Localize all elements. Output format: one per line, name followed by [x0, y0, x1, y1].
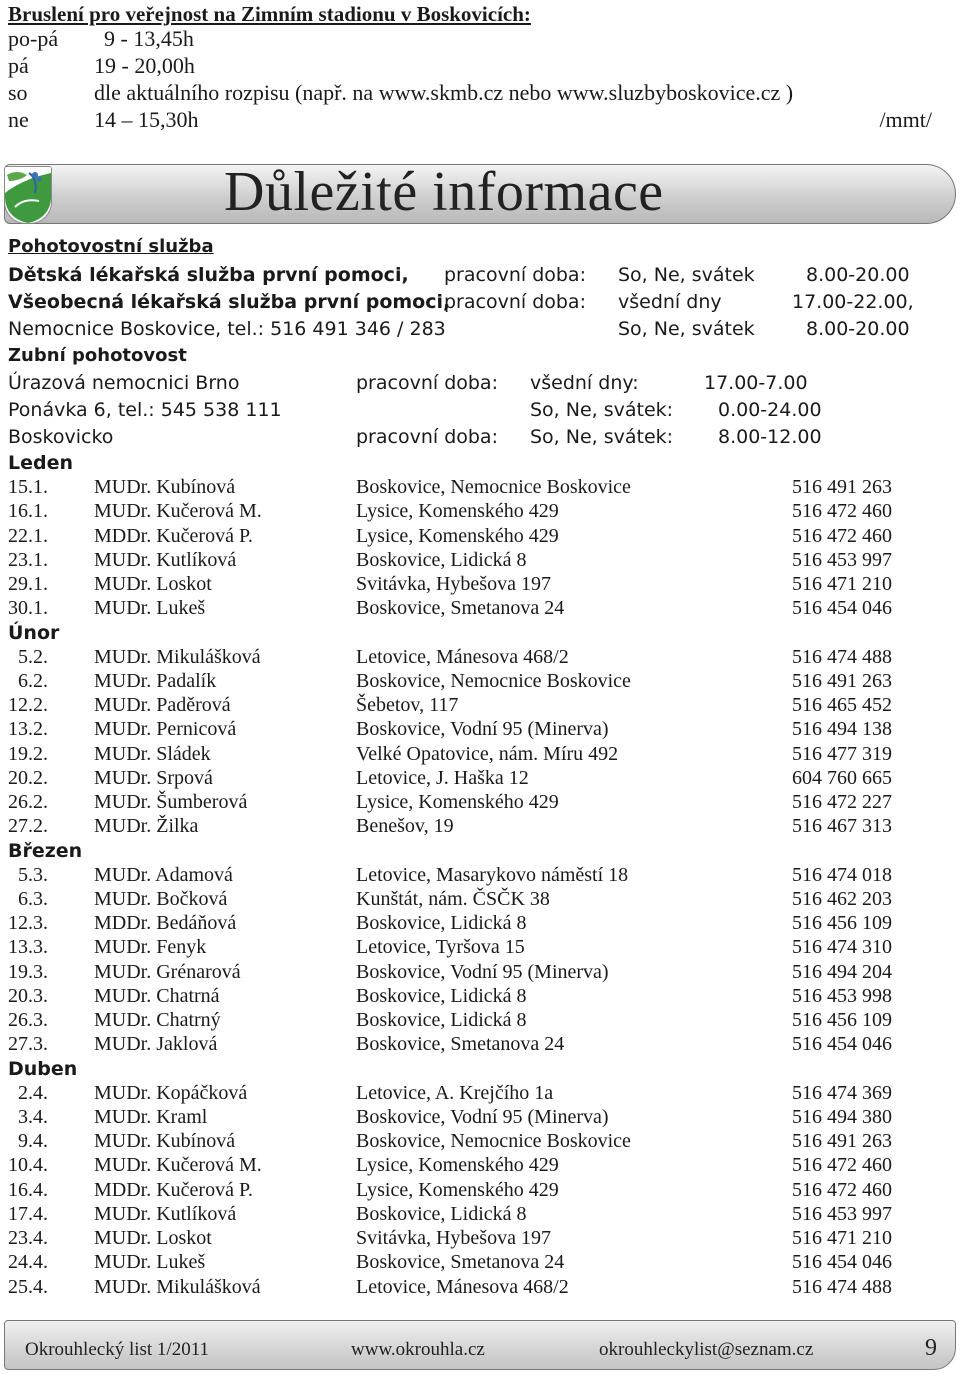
duty-date: 27.2.: [8, 815, 48, 837]
table-row: [8, 815, 908, 839]
doctor-name: MUDr. Loskot: [94, 1227, 212, 1249]
phone-number: 604 760 665: [792, 767, 892, 789]
table-row: [8, 936, 908, 960]
doctor-name: MUDr. Srpová: [94, 767, 213, 789]
emergency-hours: 8.00-20.00: [806, 318, 910, 340]
office-address: Boskovice, Vodní 95 (Minerva): [356, 718, 609, 740]
emergency-hours-label: pracovní doba:: [444, 291, 586, 313]
skating-time: dle aktuálního rozpisu (např. na www.skmb.cz nebo www.sluzbyboskovice.cz ): [94, 80, 794, 105]
dental-hours: 17.00-7.00: [704, 372, 808, 394]
phone-number: 516 477 319: [792, 743, 892, 765]
emergency-days: So, Ne, svátek: [618, 264, 755, 286]
skating-time: 19 - 20,00h: [94, 53, 195, 78]
skating-row: [8, 80, 932, 108]
doctor-name: MDDr. Kučerová P.: [94, 1179, 253, 1201]
table-row: [8, 767, 908, 791]
phone-number: 516 454 046: [792, 1033, 892, 1055]
doctor-name: MUDr. Kučerová M.: [94, 500, 262, 522]
skating-row: [8, 107, 932, 135]
phone-number: 516 474 369: [792, 1082, 892, 1104]
office-address: Lysice, Komenského 429: [356, 791, 559, 813]
table-row: [8, 694, 908, 718]
dental-days: všední dny:: [530, 372, 639, 394]
dental-name: Ponávka 6, tel.: 545 538 111: [8, 399, 282, 421]
doctor-name: MUDr. Paděrová: [94, 694, 231, 716]
phone-number: 516 453 998: [792, 985, 892, 1007]
phone-number: 516 491 263: [792, 1130, 892, 1152]
duty-date: 24.4.: [8, 1251, 48, 1273]
table-row: [8, 912, 908, 936]
office-address: Boskovice, Smetanova 24: [356, 1033, 565, 1055]
doctor-name: MUDr. Kubínová: [94, 476, 236, 498]
phone-number: 516 491 263: [792, 476, 892, 498]
skating-day: so: [8, 80, 28, 105]
month-heading: Leden: [8, 452, 74, 474]
table-row: [8, 1009, 908, 1033]
section-title: Důležité informace: [224, 161, 664, 223]
duty-date: 3.4.: [18, 1106, 48, 1128]
phone-number: 516 494 380: [792, 1106, 892, 1128]
duty-date: 2.4.: [18, 1082, 48, 1104]
duty-date: 19.3.: [8, 961, 48, 983]
phone-number: 516 453 997: [792, 1203, 892, 1225]
doctor-name: MUDr. Sládek: [94, 743, 211, 765]
phone-number: 516 494 204: [792, 961, 892, 983]
phone-number: 516 474 488: [792, 646, 892, 668]
office-address: Letovice, Masarykovo náměstí 18: [356, 864, 629, 886]
duty-date: 23.4.: [8, 1227, 48, 1249]
doctor-name: MUDr. Kutlíková: [94, 1203, 237, 1225]
duty-date: 16.4.: [8, 1179, 48, 1201]
table-row: [8, 597, 908, 621]
office-address: Boskovice, Lidická 8: [356, 985, 527, 1007]
doctor-name: MUDr. Jaklová: [94, 1033, 218, 1055]
table-row: [8, 573, 908, 597]
doctor-name: MUDr. Padalík: [94, 670, 217, 692]
phone-number: 516 456 109: [792, 1009, 892, 1031]
duty-date: 12.2.: [8, 694, 48, 716]
table-row: [8, 646, 908, 670]
office-address: Boskovice, Lidická 8: [356, 912, 527, 934]
dental-hours: 0.00-24.00: [718, 399, 822, 421]
table-row: [8, 476, 908, 500]
office-address: Lysice, Komenského 429: [356, 1154, 559, 1176]
office-address: Boskovice, Lidická 8: [356, 1009, 527, 1031]
duty-date: 15.1.: [8, 476, 48, 498]
office-address: Boskovice, Vodní 95 (Minerva): [356, 1106, 609, 1128]
doctor-name: MUDr. Lukeš: [94, 597, 206, 619]
doctor-name: MUDr. Kučerová M.: [94, 1154, 262, 1176]
doctor-name: MUDr. Grénarová: [94, 961, 241, 983]
table-row: [8, 549, 908, 573]
duty-date: 19.2.: [8, 743, 48, 765]
table-row: [8, 1251, 908, 1275]
dental-hours-label: pracovní doba:: [356, 426, 498, 448]
duty-date: 25.4.: [8, 1276, 48, 1298]
skating-row: [8, 26, 932, 54]
table-row: [8, 718, 908, 742]
doctor-name: MDDr. Kučerová P.: [94, 525, 253, 547]
dental-days: So, Ne, svátek:: [530, 399, 674, 421]
duty-date: 26.2.: [8, 791, 48, 813]
duty-date: 20.2.: [8, 767, 48, 789]
emergency-hours: 17.00-22.00,: [792, 291, 914, 313]
office-address: Boskovice, Smetanova 24: [356, 597, 565, 619]
office-address: Boskovice, Nemocnice Boskovice: [356, 670, 631, 692]
duty-date: 9.4.: [18, 1130, 48, 1152]
office-address: Letovice, J. Haška 12: [356, 767, 529, 789]
table-row: [8, 1203, 908, 1227]
emergency-service-name: Nemocnice Boskovice, tel.: 516 491 346 / 283: [8, 318, 446, 340]
dental-heading: Zubní pohotovost: [8, 345, 187, 366]
emergency-days: So, Ne, svátek: [618, 318, 755, 340]
phone-number: 516 454 046: [792, 1251, 892, 1273]
doctor-name: MUDr. Chatrný: [94, 1009, 221, 1031]
dental-hours-label: pracovní doba:: [356, 372, 498, 394]
table-row: [8, 670, 908, 694]
table-row: [8, 961, 908, 985]
duty-date: 17.4.: [8, 1203, 48, 1225]
office-address: Velké Opatovice, nám. Míru 492: [356, 743, 619, 765]
doctor-name: MUDr. Kubínová: [94, 1130, 236, 1152]
office-address: Lysice, Komenského 429: [356, 525, 559, 547]
duty-date: 22.1.: [8, 525, 48, 547]
office-address: Boskovice, Lidická 8: [356, 1203, 527, 1225]
office-address: Kunštát, nám. ČSČK 38: [356, 888, 550, 910]
table-row: [8, 985, 908, 1009]
page-footer: [4, 1320, 956, 1370]
phone-number: 516 491 263: [792, 670, 892, 692]
table-row: [8, 743, 908, 767]
duty-date: 16.1.: [8, 500, 48, 522]
duty-date: 30.1.: [8, 597, 48, 619]
table-row: [8, 1130, 908, 1154]
duty-date: 5.2.: [18, 646, 48, 668]
phone-number: 516 474 018: [792, 864, 892, 886]
doctor-name: MUDr. Adamová: [94, 864, 233, 886]
dental-hours: 8.00-12.00: [718, 426, 822, 448]
phone-number: 516 456 109: [792, 912, 892, 934]
phone-number: 516 471 210: [792, 1227, 892, 1249]
doctor-name: MUDr. Kopáčková: [94, 1082, 248, 1104]
emergency-service-name: Všeobecná lékařská služba první pomoci,: [8, 291, 451, 313]
doctor-name: MUDr. Pernicová: [94, 718, 237, 740]
phone-number: 516 462 203: [792, 888, 892, 910]
duty-date: 6.3.: [18, 888, 48, 910]
doctor-name: MUDr. Mikulášková: [94, 1276, 261, 1298]
duty-date: 20.3.: [8, 985, 48, 1007]
municipal-coat-of-arms-icon: [4, 166, 52, 224]
table-row: [8, 1106, 908, 1130]
duty-date: 27.3.: [8, 1033, 48, 1055]
phone-number: 516 474 310: [792, 936, 892, 958]
duty-date: 6.2.: [18, 670, 48, 692]
office-address: Svitávka, Hybešova 197: [356, 1227, 551, 1249]
page-number: 9: [925, 1335, 937, 1361]
phone-number: 516 472 460: [792, 1154, 892, 1176]
office-address: Letovice, A. Krejčího 1a: [356, 1082, 554, 1104]
phone-number: 516 465 452: [792, 694, 892, 716]
duty-date: 5.3.: [18, 864, 48, 886]
office-address: Boskovice, Nemocnice Boskovice: [356, 476, 631, 498]
skating-day: po-pá: [8, 26, 59, 51]
doctor-name: MUDr. Loskot: [94, 573, 212, 595]
phone-number: 516 474 488: [792, 1276, 892, 1298]
emergency-heading: Pohotovostní služba: [8, 236, 214, 257]
doctor-name: MUDr. Mikulášková: [94, 646, 261, 668]
phone-number: 516 471 210: [792, 573, 892, 595]
doctor-name: MDDr. Bedáňová: [94, 912, 237, 934]
phone-number: 516 472 460: [792, 1179, 892, 1201]
doctor-name: MUDr. Bočková: [94, 888, 228, 910]
doctor-name: MUDr. Žilka: [94, 815, 199, 837]
doctor-name: MUDr. Šumberová: [94, 791, 248, 813]
office-address: Svitávka, Hybešova 197: [356, 573, 551, 595]
phone-number: 516 494 138: [792, 718, 892, 740]
publication-name: Okrouhlecký list 1/2011: [25, 1339, 209, 1360]
emergency-hours-label: pracovní doba:: [444, 264, 586, 286]
duty-date: 23.1.: [8, 549, 48, 571]
skating-day: pá: [8, 53, 29, 78]
month-heading: Duben: [8, 1058, 78, 1080]
phone-number: 516 467 313: [792, 815, 892, 837]
office-address: Šebetov, 117: [356, 694, 459, 716]
doctor-name: MUDr. Chatrná: [94, 985, 220, 1007]
phone-number: 516 472 460: [792, 500, 892, 522]
table-row: [8, 888, 908, 912]
doctor-name: MUDr. Fenyk: [94, 936, 207, 958]
duty-date: 12.3.: [8, 912, 48, 934]
duty-date: 13.3.: [8, 936, 48, 958]
table-row: [8, 864, 908, 888]
table-row: [8, 791, 908, 815]
skating-day: ne: [8, 107, 29, 132]
office-address: Lysice, Komenského 429: [356, 500, 559, 522]
office-address: Letovice, Mánesova 468/2: [356, 1276, 569, 1298]
office-address: Boskovice, Lidická 8: [356, 549, 527, 571]
phone-number: 516 472 460: [792, 525, 892, 547]
table-row: [8, 1227, 908, 1251]
phone-number: 516 453 997: [792, 549, 892, 571]
table-row: [8, 1179, 908, 1203]
table-row: [8, 1154, 908, 1178]
dental-name: Boskovicko: [8, 426, 114, 448]
office-address: Boskovice, Nemocnice Boskovice: [356, 1130, 631, 1152]
duty-date: 26.3.: [8, 1009, 48, 1031]
phone-number: 516 472 227: [792, 791, 892, 813]
table-row: [8, 1082, 908, 1106]
office-address: Letovice, Tyršova 15: [356, 936, 525, 958]
dental-days: So, Ne, svátek:: [530, 426, 674, 448]
office-address: Boskovice, Smetanova 24: [356, 1251, 565, 1273]
dental-name: Úrazová nemocnici Brno: [8, 372, 240, 394]
skating-row: [8, 53, 932, 81]
phone-number: 516 454 046: [792, 597, 892, 619]
table-row: [8, 1033, 908, 1057]
emergency-days: všední dny: [618, 291, 722, 313]
office-address: Boskovice, Vodní 95 (Minerva): [356, 961, 609, 983]
emergency-service-name: Dětská lékařská služba první pomoci,: [8, 264, 409, 286]
table-row: [8, 1276, 908, 1300]
doctor-name: MUDr. Kraml: [94, 1106, 208, 1128]
website-link[interactable]: www.okrouhla.cz: [351, 1339, 485, 1360]
skating-time: 9 - 13,45h: [104, 26, 194, 51]
month-heading: Únor: [8, 622, 60, 644]
office-address: Lysice, Komenského 429: [356, 1179, 559, 1201]
month-heading: Březen: [8, 840, 83, 862]
table-row: [8, 525, 908, 549]
table-row: [8, 500, 908, 524]
duty-date: 29.1.: [8, 573, 48, 595]
duty-date: 10.4.: [8, 1154, 48, 1176]
author-signature: /mmt/: [879, 107, 932, 132]
email-link[interactable]: okrouhleckylist@seznam.cz: [599, 1339, 814, 1360]
doctor-name: MUDr. Kutlíková: [94, 549, 237, 571]
doctor-name: MUDr. Lukeš: [94, 1251, 206, 1273]
emergency-hours: 8.00-20.00: [806, 264, 910, 286]
office-address: Benešov, 19: [356, 815, 454, 837]
office-address: Letovice, Mánesova 468/2: [356, 646, 569, 668]
skating-time: 14 – 15,30h: [94, 107, 199, 132]
skating-title: Bruslení pro veřejnost na Zimním stadionu v Boskovicích:: [8, 2, 531, 26]
duty-date: 13.2.: [8, 718, 48, 740]
